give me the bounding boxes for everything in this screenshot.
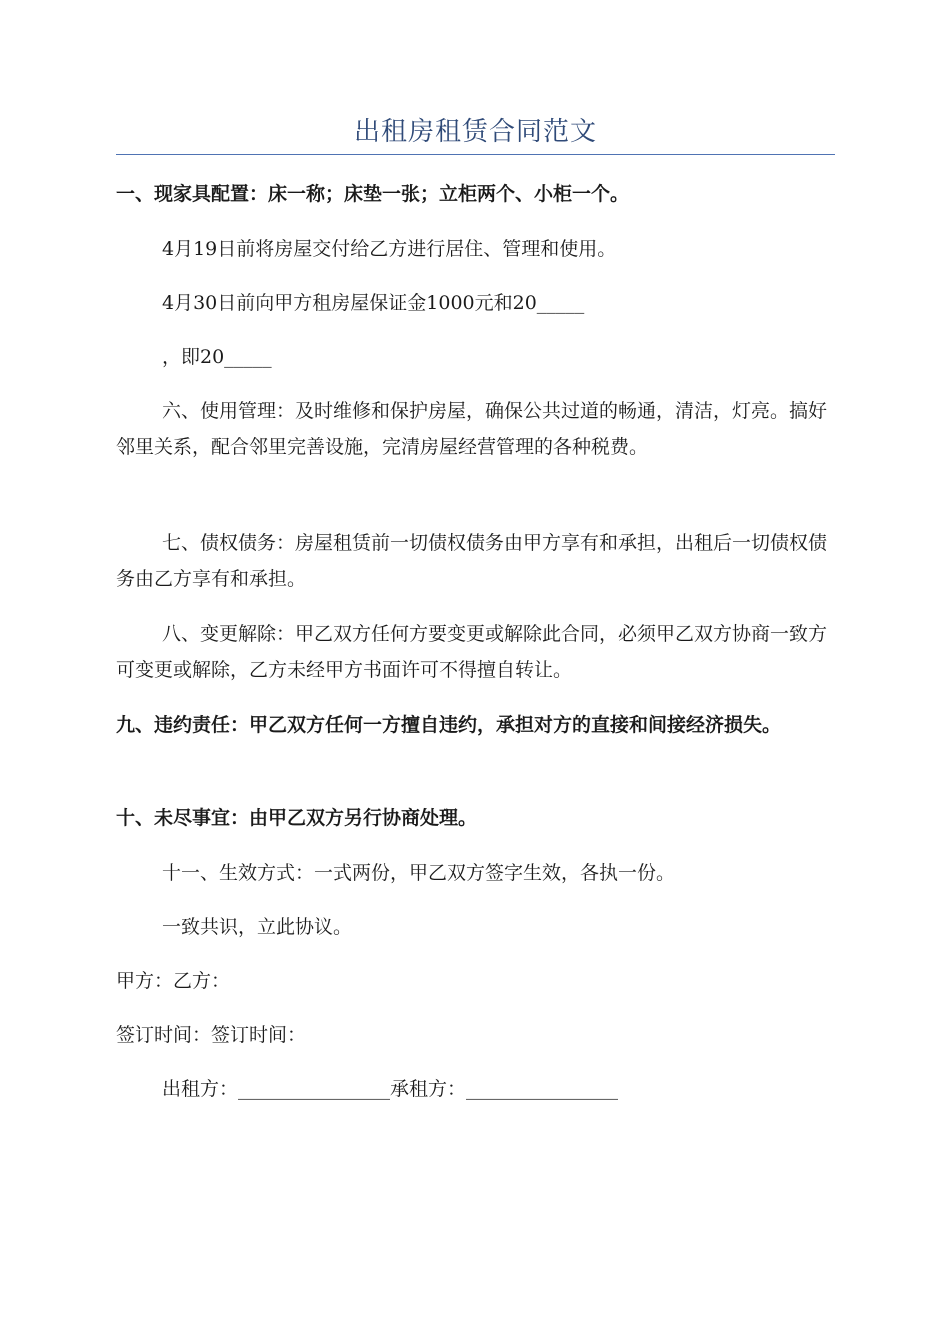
clause-breach: 九、违约责任：甲乙双方任何一方擅自违约，承担对方的直接和间接经济损失。 [116,714,782,736]
clause-deposit: 4月30日前向甲方租房屋保证金1000元和20_____ [162,292,585,314]
signature-line: 出租方：________________承租方：________________ [162,1078,619,1100]
clause-other-matters: 十、未尽事宜：由甲乙双方另行协商处理。 [116,807,478,829]
agreement-statement: 一致共识，立此协议。 [162,916,353,938]
document-title: 出租房租赁合同范文 [353,117,597,147]
clause-deposit-continued: ，即20_____ [162,346,272,368]
title-underline [116,154,835,155]
clause-modification: 八、变更解除：甲乙双方任何方要变更或解除此合同，必须甲乙双方协商一致方可变更或解除，乙方未经甲方书面许可不得擅自转让。 [116,623,828,681]
clause-usage-management: 六、使用管理：及时维修和保护房屋，确保公共过道的畅通，清洁，灯亮。搞好邻里关系，配合邻里完善设施，完清房屋经营管理的各种税费。 [116,400,828,458]
clause-debts: 七、债权债务：房屋租赁前一切债权债务由甲方享有和承担，出租后一切债权债务由乙方享有和承担。 [116,532,828,590]
clause-handover-date: 4月19日前将房屋交付给乙方进行居住、管理和使用。 [162,238,617,260]
clause-effectiveness: 十一、生效方式：一式两份，甲乙双方签字生效，各执一份。 [162,862,676,884]
signing-date-line: 签订时间：签订时间： [116,1024,307,1046]
parties-line: 甲方：乙方： [116,970,231,992]
clause-furniture: 一、现家具配置：床一称；床垫一张；立柜两个、小柜一个。 [116,183,630,205]
